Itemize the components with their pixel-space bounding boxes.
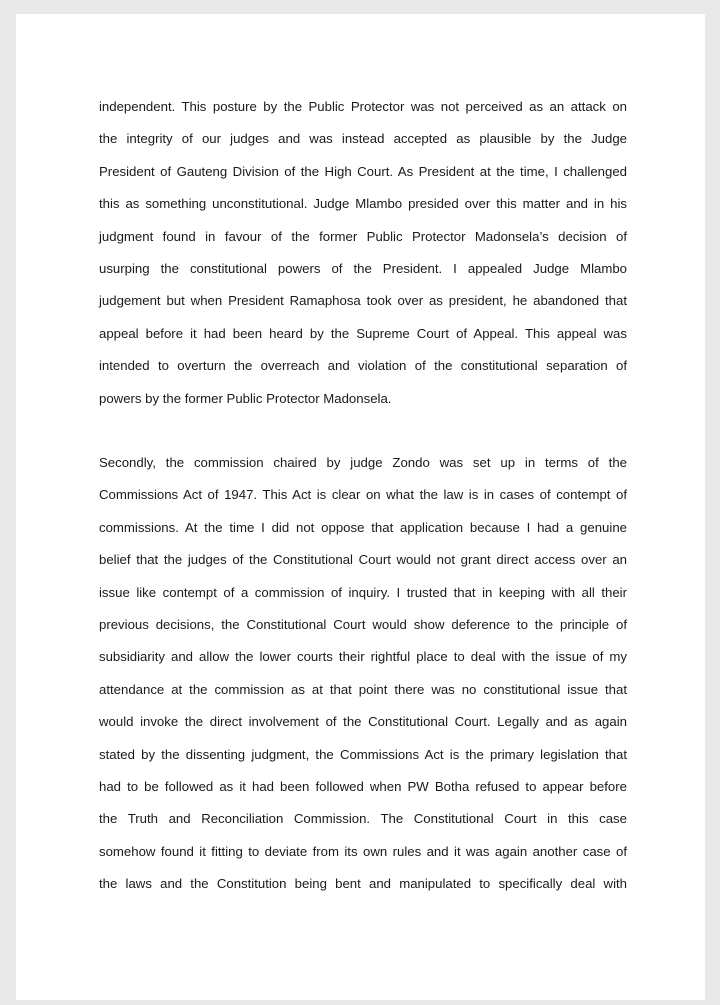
text-line: stated by the dissenting judgment, the Commissions Act is the primary legislation that (99, 746, 627, 762)
text-line: President of Gauteng Division of the High Court. As President at the time, I challenged (99, 163, 627, 179)
text-line: the Truth and Reconciliation Commission. The Constitutional Court in this case (99, 811, 627, 827)
text-line: intended to overturn the overreach and violation of the constitutional separation of (99, 358, 627, 374)
text-line: somehow found it fitting to deviate from its own rules and it was again another case of (99, 843, 627, 859)
text-line: the integrity of our judges and was instead accepted as plausible by the Judge (99, 131, 627, 147)
text-line: appeal before it had been heard by the Supreme Court of Appeal. This appeal was (99, 325, 627, 341)
paragraph-2 (99, 447, 627, 900)
text-line: judgment found in favour of the former Public Protector Madonsela’s decision of (99, 228, 627, 244)
text-line: judgement but when President Ramaphosa took over as president, he abandoned that (99, 293, 627, 309)
text-line: belief that the judges of the Constitutional Court would not grant direct access over an (99, 552, 627, 568)
text-line: usurping the constitutional powers of the President. I appealed Judge Mlambo (99, 260, 627, 276)
text-line: issue like contempt of a commission of inquiry. I trusted that in keeping with all their (99, 584, 627, 600)
text-line: powers by the former Public Protector Madonsela. (99, 390, 392, 406)
text-line: independent. This posture by the Public Protector was not perceived as an attack on (99, 99, 627, 114)
text-line: commissions. At the time I did not oppose that application because I had a genuine (99, 519, 627, 535)
text-line: would invoke the direct involvement of the Constitutional Court. Legally and as again (99, 714, 627, 730)
document-page (16, 14, 705, 1000)
text-line: the laws and the Constitution being bent and manipulated to specifically deal with (99, 876, 627, 892)
text-line: previous decisions, the Constitutional Court would show deference to the principle of (99, 616, 627, 632)
text-line: had to be followed as it had been followed when PW Botha refused to appear before (99, 778, 627, 794)
text-line: subsidiarity and allow the lower courts their rightful place to deal with the issue of my (99, 649, 627, 665)
text-line: attendance at the commission as at that point there was no constitutional issue that (99, 681, 627, 697)
text-line: this as something unconstitutional. Judge Mlambo presided over this matter and in his (99, 196, 627, 212)
text-line: Secondly, the commission chaired by judge Zondo was set up in terms of the (99, 455, 627, 470)
paragraph-1 (99, 91, 627, 415)
text-line: Commissions Act of 1947. This Act is clear on what the law is in cases of contempt of (99, 487, 627, 503)
